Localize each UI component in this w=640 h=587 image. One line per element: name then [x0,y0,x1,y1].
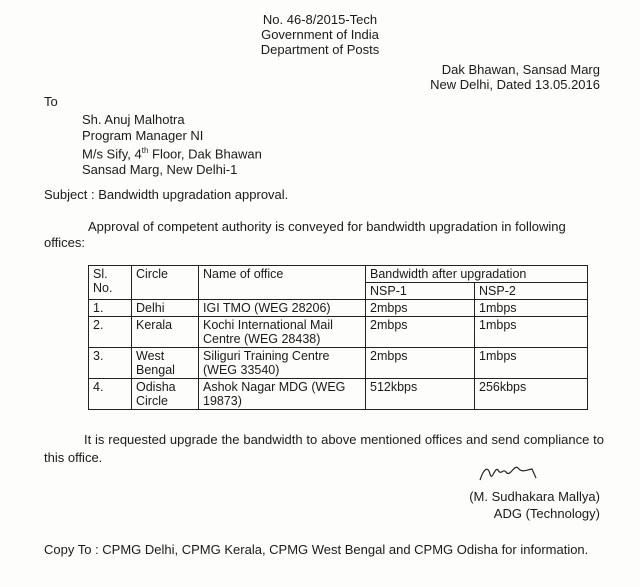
cell-sl: 4. [89,379,132,410]
date-line: New Delhi, Dated 13.05.2016 [430,77,600,92]
cell-sl: 1. [89,300,132,317]
copy-to: Copy To : CPMG Delhi, CPMG Kerala, CPMG West Bengal and CPMG Odisha for information. [44,542,589,557]
subject-line: Subject : Bandwidth upgradation approval. [44,187,289,202]
recipient-city: Sansad Marg, New Delhi-1 [82,161,238,177]
table-row [89,300,588,317]
cell-nsp2: 1mbps [475,348,588,379]
to-label: To [44,94,58,109]
recipient-title: Program Manager NI [82,127,204,143]
table-row [89,348,588,379]
floor-prefix: M/s Sify, 4 [82,146,142,162]
table-row [89,379,588,410]
cell-nsp1: 512kbps [366,379,475,410]
floor-suffix: Floor, Dak Bhawan [148,146,262,162]
floor-ordinal: th [141,146,149,155]
cell-office: Kochi International Mail Centre (WEG 28438) [199,317,366,348]
cell-office: Siliguri Training Centre (WEG 33540) [199,348,366,379]
recipient-name: Sh. Anuj Malhotra [82,112,185,127]
cell-circle: Kerala [132,317,199,348]
signatory-designation: ADG (Technology) [493,506,600,521]
cell-office: Ashok Nagar MDG (WEG 19873) [199,379,366,410]
recipient-address [82,112,262,177]
header-nsp1: NSP-1 [366,283,475,300]
header-sl-no: Sl. No. [89,266,132,300]
file-number: No. 46-8/2015-Tech [262,12,378,27]
cell-circle: Odisha Circle [132,379,199,410]
cell-nsp1: 2mbps [366,317,475,348]
place-and-date [430,62,600,92]
header-nsp2: NSP-2 [475,283,588,300]
cell-nsp2: 1mbps [475,300,588,317]
header-bandwidth: Bandwidth after upgradation [366,266,588,283]
table-header-row [89,266,588,283]
cell-office: IGI TMO (WEG 28206) [199,300,366,317]
recipient-floor [82,143,262,162]
signatory-name: (M. Sudhakara Mallya) [469,489,600,504]
letter-header [0,12,640,57]
cell-circle: West Bengal [132,348,199,379]
header-office: Name of office [199,266,366,300]
signature-scribble [440,460,600,486]
cell-nsp1: 2mbps [366,300,475,317]
cell-nsp2: 1mbps [475,317,588,348]
cell-sl: 2. [89,317,132,348]
cell-circle: Delhi [132,300,199,317]
department-line: Department of Posts [260,42,380,57]
cell-nsp1: 2mbps [366,348,475,379]
cell-sl: 3. [89,348,132,379]
approval-paragraph: Approval of competent authority is conveyed for bandwidth upgradation in following offices: [44,219,566,250]
request-paragraph: It is requested upgrade the bandwidth to above mentioned offices and send compliance to this office. [44,432,604,465]
bandwidth-table [88,265,588,410]
signatory [469,488,600,522]
place-line: Dak Bhawan, Sansad Marg [441,62,600,77]
government-line: Government of India [261,27,379,42]
header-circle: Circle [132,266,199,300]
table-row [89,317,588,348]
cell-nsp2: 256kbps [475,379,588,410]
